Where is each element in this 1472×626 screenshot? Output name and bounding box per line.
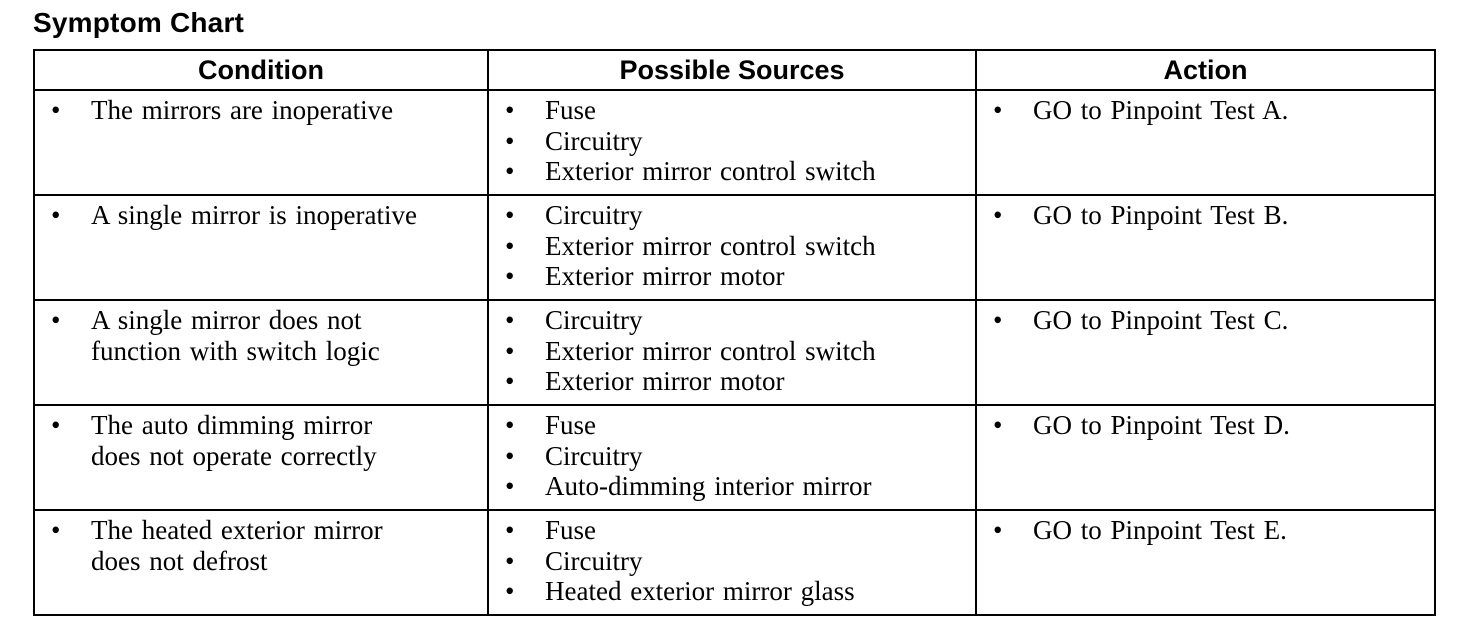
condition-cell (34, 90, 488, 195)
condition-text: • The heated exterior mirror does not defrost (35, 515, 487, 576)
source-item: • Exterior mirror control switch (489, 336, 975, 367)
action-text: • GO to Pinpoint Test D. (977, 410, 1434, 441)
source-item: • Circuitry (489, 305, 975, 336)
action-cell (976, 510, 1435, 615)
condition-text: • A single mirror is inoperative (35, 200, 487, 231)
source-item: • Exterior mirror control switch (489, 231, 975, 262)
sources-cell (488, 195, 976, 300)
action-cell (976, 300, 1435, 405)
table-row (34, 195, 1435, 300)
condition-cell (34, 510, 488, 615)
action-text: • GO to Pinpoint Test E. (977, 515, 1434, 546)
condition-text: • A single mirror does not function with switch logic (35, 305, 487, 366)
sources-cell (488, 90, 976, 195)
action-cell (976, 405, 1435, 510)
condition-text: • The auto dimming mirror does not operate correctly (35, 410, 487, 471)
source-item: • Exterior mirror control switch (489, 156, 975, 187)
source-item: • Circuitry (489, 546, 975, 577)
source-item: • Fuse (489, 410, 975, 441)
action-cell (976, 195, 1435, 300)
column-header-action: Action (976, 50, 1435, 90)
table-row (34, 405, 1435, 510)
action-cell (976, 90, 1435, 195)
source-item: • Circuitry (489, 200, 975, 231)
table-row (34, 510, 1435, 615)
column-header-possible-sources: Possible Sources (488, 50, 976, 90)
sources-cell (488, 405, 976, 510)
source-item: • Circuitry (489, 126, 975, 157)
action-text: • GO to Pinpoint Test A. (977, 95, 1434, 126)
condition-cell (34, 405, 488, 510)
condition-cell (34, 195, 488, 300)
sources-cell (488, 510, 976, 615)
sources-cell (488, 300, 976, 405)
table-row (34, 300, 1435, 405)
condition-text: • The mirrors are inoperative (35, 95, 487, 126)
source-item: • Exterior mirror motor (489, 261, 975, 292)
source-item: • Exterior mirror motor (489, 366, 975, 397)
action-text: • GO to Pinpoint Test B. (977, 200, 1434, 231)
source-item: • Circuitry (489, 441, 975, 472)
symptom-table (33, 49, 1436, 616)
page-title: Symptom Chart (33, 7, 245, 38)
table-header-row (34, 50, 1435, 90)
source-item: • Auto-dimming interior mirror (489, 471, 975, 502)
source-item: • Fuse (489, 95, 975, 126)
column-header-condition: Condition (34, 50, 488, 90)
source-item: • Heated exterior mirror glass (489, 576, 975, 607)
action-text: • GO to Pinpoint Test C. (977, 305, 1434, 336)
table-row (34, 90, 1435, 195)
condition-cell (34, 300, 488, 405)
source-item: • Fuse (489, 515, 975, 546)
